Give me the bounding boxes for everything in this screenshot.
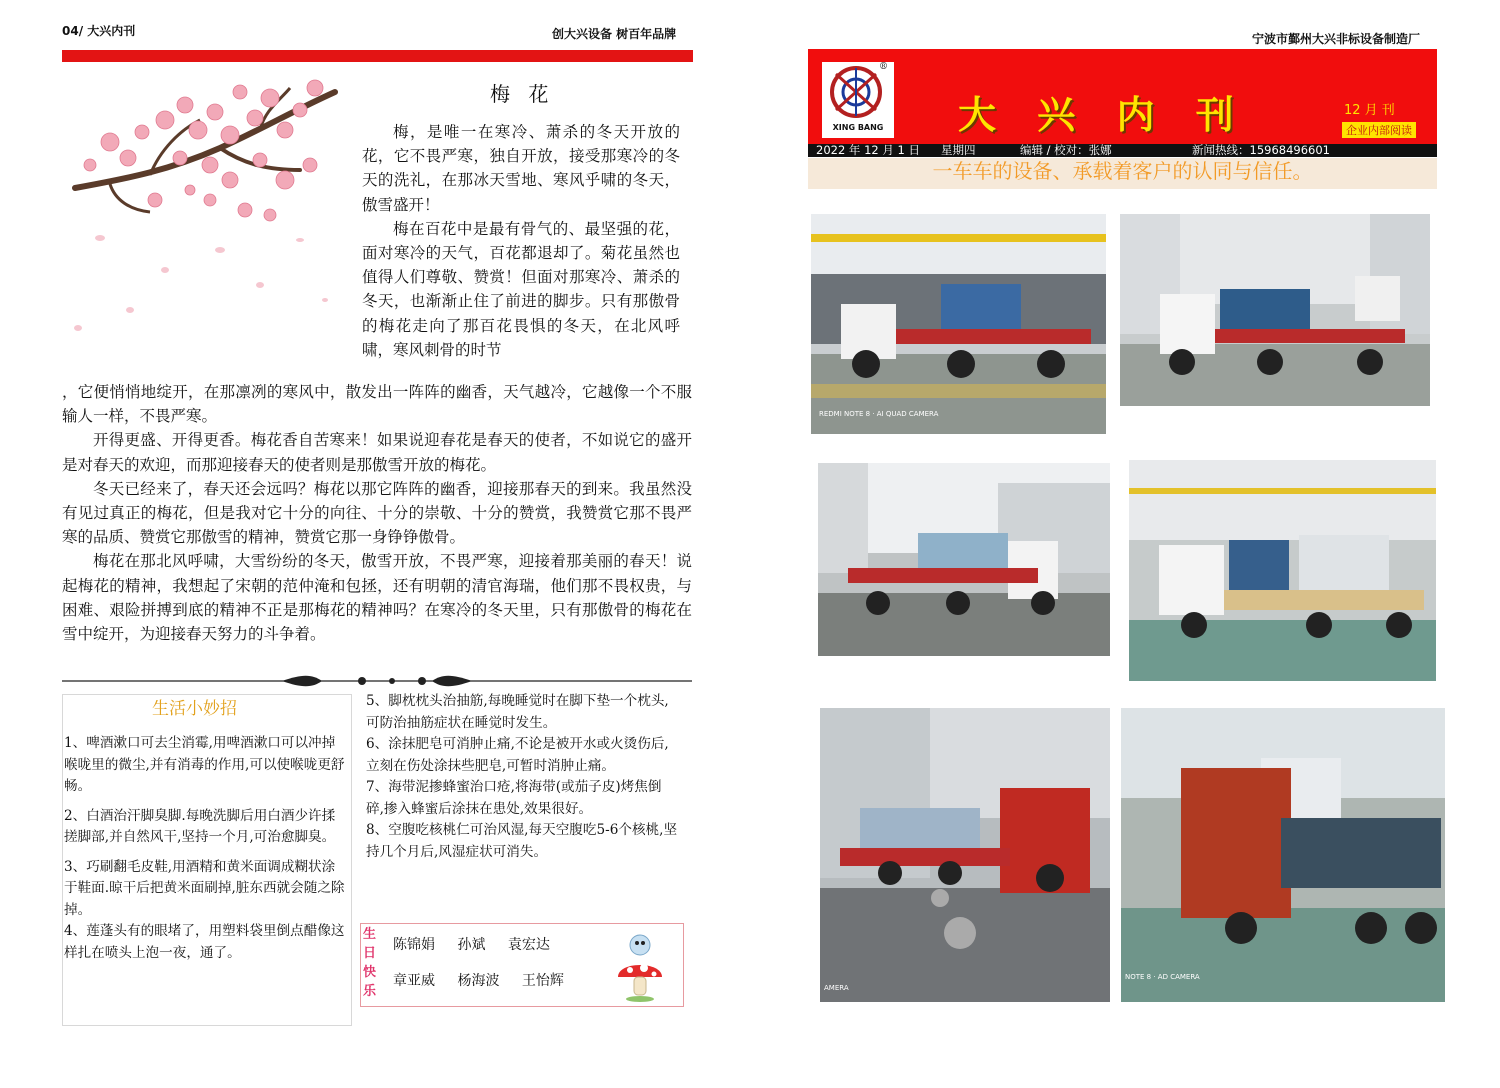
tip-item: 8、空腹吃核桃仁可治风湿,每天空腹吃5-6个核桃,坚持几个月后,风湿症状可消失。 [366,822,678,860]
photo-watermark: REDMI NOTE 8 · AI QUAD CAMERA [819,410,939,418]
mushroom-cartoon-icon [610,925,670,1005]
tip-item: 4、莲蓬头有的眼堵了，用塑料袋里倒点醋像这样扎在喷头上泡一夜，通了。 [64,923,345,961]
truck-photo-4 [1129,460,1436,681]
internal-label: 企业内部阅读 [1342,122,1416,138]
article-paragraph: 梅，是唯一在寒冷、萧杀的冬天开放的花，它不畏严寒，独自开放，接受那寒冷的冬天的洗礼，在那冰天雪地、寒风乎啸的冬天，傲雪盛开！ [362,123,680,214]
birthday-char: 日 [363,946,377,961]
tip-item: 6、涂抹肥皂可消肿止痛,不论是被开水或火烫伤后,立刻在伤处涂抹些肥皂,可暂时消肿止痛。 [366,736,669,774]
article-paragraph: 梅花在那北风呼啸，大雪纷纷的冬天，傲雪开放，不畏严寒，迎接着那美丽的春天！说起梅花的精神，我想起了宋朝的范仲淹和包拯，还有明朝的清官海瑞，他们那不畏权贵，与困难、艰险拼搏到底的精神不正是那梅花的精神吗？在寒冷的冬天里，只有那傲骨的梅花在雪中绽开，为迎接春天努力的斗争着。 [62,552,692,644]
article-title: 梅 花 [490,82,555,106]
truck-photo-6 [1121,708,1445,1002]
birthday-char: 生 [363,927,377,942]
birthday-name: 孙斌 [457,937,486,953]
slogan-banner: 一车车的设备、承载着客户的认同与信任。 [808,158,1437,189]
editor: 编辑 / 校对：张娜 [1020,143,1112,157]
hotline: 新闻热线：15968496601 [1192,143,1330,157]
article-paragraph: ，它便悄悄地绽开，在那凛冽的寒风中，散发出一阵阵的幽香，天气越冷，它越像一个不服输人一样，不畏严寒。 [62,383,692,426]
tip-item: 3、巧刷翻毛皮鞋,用酒精和黄米面调成糊状涂于鞋面.晾干后把黄米面刷掉,脏东西就会随之除掉。 [64,858,345,918]
masthead-title: 大 兴 内 刊 [958,93,1248,137]
issue-date: 2022 年 12 月 1 日 [816,143,920,157]
info-bar [808,144,1437,157]
birthday-row-2 [393,970,564,990]
tips-title: 生活小妙招 [152,699,237,719]
truck-photo-2 [1120,214,1430,406]
birthday-name: 杨海波 [457,973,500,989]
birthday-name: 袁宏达 [507,937,550,953]
tip-item: 7、海带泥掺蜂蜜治口疮,将海带(或茄子皮)烤焦倒碎,掺入蜂蜜后涂抹在患处,效果很好。 [366,779,662,817]
article-body-bottom [62,380,692,646]
plum-blossom-illustration [70,70,355,340]
article-paragraph: 冬天已经来了，春天还会远吗？梅花以那它阵阵的幽香，迎接那春天的到来。我虽然没有见过真正的梅花，但是我对它十分的向往、十分的崇敬、十分的赞赏，我赞赏它那不畏严寒的品质、赞赏它那傲雪的精神，赞赏它那一身铮铮傲骨。 [62,479,692,547]
company-name: 宁波市鄞州大兴非标设备制造厂 [1252,32,1421,46]
tip-item: 5、脚枕枕头治抽筋,每晚睡觉时在脚下垫一个枕头,可防治抽筋症状在睡觉时发生。 [366,693,669,731]
tip-item: 2、白酒治汗脚臭脚.每晚洗脚后用白酒少许揉搓脚部,并自然风干,坚持一个月,可治愈脚臭。 [64,807,336,845]
page-label: 04/ 大兴内刊 [62,24,136,38]
company-logo [822,62,894,138]
truck-photo-5 [820,708,1110,1002]
logo-text: XING BANG [832,123,884,132]
truck-photo-3 [818,463,1110,656]
ornament-divider [62,673,692,687]
birthday-name: 章亚威 [393,973,435,989]
header-red-bar [62,50,693,62]
birthday-char: 快 [363,965,377,980]
photo-watermark: AMERA [824,984,849,992]
tips-right-list [366,691,678,863]
birthday-row-1 [393,934,550,954]
motto: 创大兴设备 树百年品牌 [552,27,677,41]
tips-left-list [64,733,346,972]
birthday-name: 王怡辉 [521,973,564,989]
article-body-top [362,120,680,362]
registered-mark: ® [879,62,888,72]
article-paragraph: 开得更盛、开得更香。梅花香自苦寒来！如果说迎春花是春天的使者，不如说它的盛开是对春天的欢迎，而那迎接春天的使者则是那傲雪开放的梅花。 [62,431,692,474]
truck-photo-1 [811,214,1106,434]
photo-watermark: NOTE 8 · AD CAMERA [1125,973,1200,981]
issue-label: 12 月 刊 [1344,103,1395,118]
birthday-char: 乐 [363,984,377,999]
tip-item: 1、啤酒漱口可去尘消霉,用啤酒漱口可以冲掉喉咙里的微尘,并有消毒的作用,可以使喉咙更舒畅。 [64,735,345,794]
birthday-name: 陈锦娟 [393,937,435,953]
article-paragraph: 梅在百花中是最有骨气的、最坚强的花，面对寒冷的天气，百花都退却了。菊花虽然也值得人们尊敬、赞赏！但面对那寒冷、萧杀的冬天，也渐渐止住了前进的脚步。只有那傲骨的梅花走向了那百花畏惧的冬天，在北风呼啸，寒风刺骨的时节 [362,219,680,359]
weekday: 星期四 [941,143,976,157]
birthday-side-label [363,925,381,1001]
